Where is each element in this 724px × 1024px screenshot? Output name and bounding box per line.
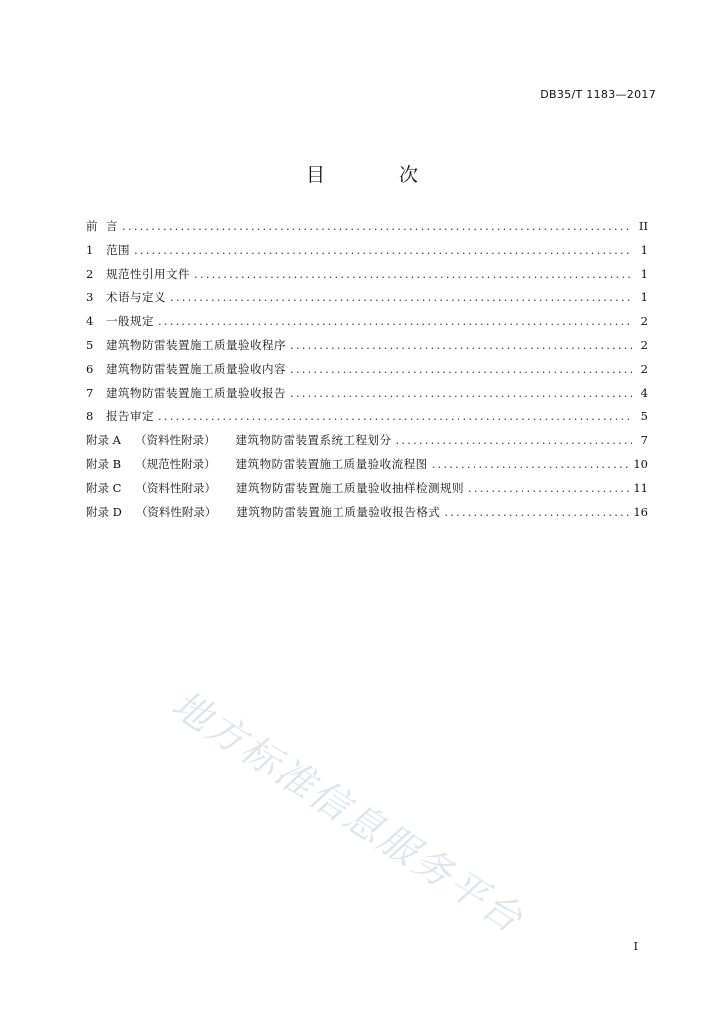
dot-leader	[432, 457, 630, 471]
toc-entry-page: 4	[640, 385, 648, 400]
dot-leader	[444, 505, 629, 519]
toc-entry-page: 11	[633, 480, 648, 495]
toc-entry-text: 规范性引用文件	[106, 266, 190, 281]
toc-entry-page: 16	[633, 504, 648, 519]
toc-entry-text: 建筑物防雷装置施工质量验收报告格式	[236, 504, 441, 519]
toc-entry-4[interactable]	[86, 313, 648, 337]
dot-leader	[290, 338, 632, 352]
document-code: DB35/T 1183—2017	[540, 88, 656, 101]
toc-entry-text: 建筑物防雷装置系统工程划分	[235, 433, 392, 448]
toc-entry-number: 5	[86, 337, 94, 352]
toc-entry-number: 前	[86, 219, 98, 233]
watermark: 地方标准信息服务平台	[164, 681, 532, 943]
toc-entry-text: 建筑物防雷装置施工质量验收报告	[106, 385, 286, 400]
toc-entry-text: 范围	[106, 242, 130, 257]
toc-title: 目 次	[305, 164, 453, 186]
toc-entry-page: 1	[640, 266, 648, 281]
appendix-type: （资料性附录）	[135, 480, 216, 495]
dot-leader	[134, 243, 632, 257]
toc-entry-number: 4	[86, 314, 94, 329]
dot-leader	[468, 481, 629, 495]
toc-entry-appendix-d[interactable]	[86, 504, 648, 528]
toc-entry-page: II	[638, 219, 648, 233]
dot-leader	[194, 267, 632, 281]
toc-entry-text: 报告审定	[106, 409, 154, 424]
toc-entry-page: 1	[640, 242, 648, 257]
dot-leader	[170, 290, 632, 304]
appendix-label: 附录 B	[86, 456, 122, 471]
page-number: I	[633, 940, 638, 953]
dot-leader	[158, 409, 632, 423]
appendix-label: 附录 A	[86, 433, 121, 448]
toc-entry-text: 一般规定	[106, 314, 154, 329]
appendix-label: 附录 D	[86, 504, 122, 519]
dot-leader	[122, 219, 632, 233]
dot-leader	[158, 314, 632, 328]
toc-entry-number: 1	[86, 242, 94, 257]
toc-entry-number: 3	[86, 290, 94, 305]
appendix-label: 附录 C	[86, 480, 122, 495]
toc-entry-5[interactable]	[86, 337, 648, 361]
toc-entry-page: 7	[640, 433, 648, 448]
toc-entry-text: 建筑物防雷装置施工质量验收抽样检测规则	[235, 480, 464, 495]
dot-leader	[395, 433, 632, 447]
toc-entry-foreword[interactable]	[86, 218, 648, 242]
toc-entry-8[interactable]	[86, 408, 648, 432]
toc-entry-6[interactable]	[86, 361, 648, 385]
dot-leader	[290, 362, 632, 376]
appendix-type: （资料性附录）	[135, 504, 217, 519]
toc-entry-appendix-c[interactable]	[86, 480, 648, 504]
toc-entry-text: 建筑物防雷装置施工质量验收流程图	[235, 456, 428, 471]
appendix-type: （规范性附录）	[135, 456, 216, 471]
table-of-contents	[86, 218, 648, 527]
toc-entry-page: 2	[640, 337, 648, 352]
toc-entry-page: 2	[640, 314, 648, 329]
dot-leader	[290, 386, 632, 400]
toc-entry-text: 建筑物防雷装置施工质量验收内容	[106, 361, 286, 376]
toc-entry-appendix-b[interactable]	[86, 456, 648, 480]
toc-entry-page: 2	[640, 361, 648, 376]
toc-entry-page: 10	[633, 456, 648, 471]
appendix-type: （资料性附录）	[134, 433, 216, 448]
toc-entry-page: 5	[640, 409, 648, 424]
toc-entry-2[interactable]	[86, 266, 648, 290]
toc-entry-page: 1	[640, 290, 648, 305]
toc-entry-number: 8	[86, 409, 94, 424]
toc-entry-3[interactable]	[86, 289, 648, 313]
toc-entry-text: 言	[106, 219, 118, 233]
toc-entry-7[interactable]	[86, 385, 648, 409]
toc-entry-text: 术语与定义	[106, 290, 166, 305]
toc-entry-number: 7	[86, 385, 94, 400]
toc-entry-number: 2	[86, 266, 94, 281]
toc-entry-number: 6	[86, 361, 94, 376]
toc-entry-1[interactable]	[86, 242, 648, 266]
toc-entry-text: 建筑物防雷装置施工质量验收程序	[106, 337, 286, 352]
toc-entry-appendix-a[interactable]	[86, 432, 648, 456]
